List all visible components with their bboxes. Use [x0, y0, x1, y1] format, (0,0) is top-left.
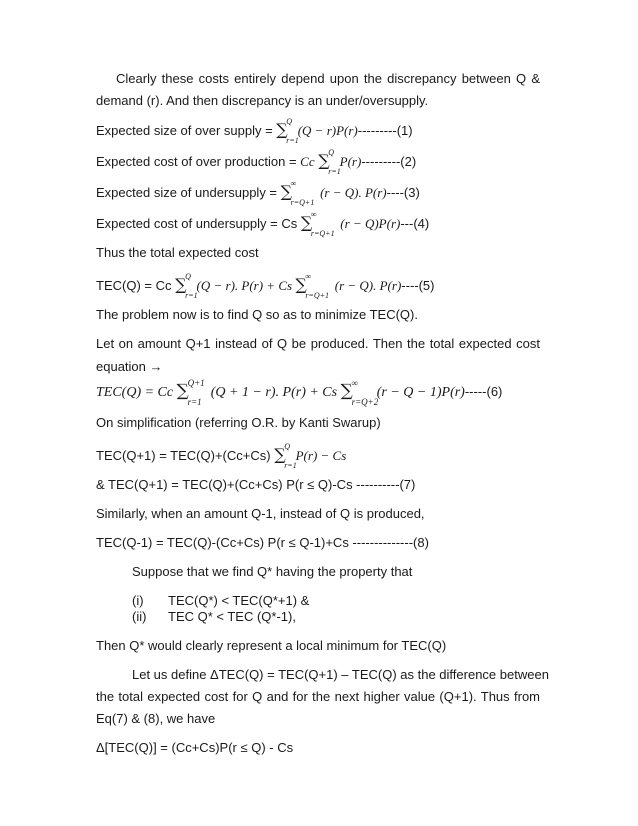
equation-label: TEC(Q) = Cc	[96, 385, 177, 400]
paragraph-line: Let us define ΔTEC(Q) = TEC(Q+1) – TEC(Q) as the difference between	[132, 667, 549, 682]
equation-body: (Q − r). P(r) + Cs	[196, 278, 296, 293]
cost-coefficient: Cc	[300, 154, 315, 169]
paragraph-line: equation →	[96, 359, 163, 374]
equation-tag: ---(4)	[400, 216, 430, 231]
equation-total-expected-cost	[96, 272, 435, 300]
equation-tag: ---------(1)	[357, 123, 413, 138]
summation-symbol: ∑ Q r=1	[175, 272, 198, 300]
equation-label: TEC(Q+1) = TEC(Q)+(Cc+Cs)	[96, 448, 275, 463]
condition-item	[132, 593, 309, 609]
equation-tag: ----(5)	[401, 278, 435, 293]
condition-item	[132, 609, 296, 625]
equation-tec-q-plus-one	[96, 378, 503, 407]
equation-tec-simplified	[96, 442, 347, 470]
condition-number: (i)	[132, 593, 144, 608]
paragraph-line: Let on amount Q+1 instead of Q be produced. Then the total expected cost	[96, 336, 540, 351]
summation-symbol: ∑ ∞ r=Q+1	[280, 179, 315, 207]
paragraph-line: demand (r). And then discrepancy is an under/oversupply.	[96, 93, 429, 108]
equation-label: Expected cost of undersupply = Cs	[96, 216, 301, 231]
equation-body: P(r)	[339, 154, 362, 169]
equation-tag: ---------(2)	[361, 154, 417, 169]
paragraph-line: Thus the total expected cost	[96, 245, 259, 260]
paragraph-line: The problem now is to find Q so as to minimize TEC(Q).	[96, 307, 418, 322]
summation-symbol: ∑ ∞ r=Q+1	[300, 210, 335, 238]
equation-body: (r − Q). P(r)	[320, 185, 387, 200]
equation-over-supply-size	[96, 117, 413, 145]
equation-label: TEC(Q) = Cc	[96, 278, 176, 293]
summation-symbol: ∑ Q r=1	[276, 117, 299, 145]
paragraph-line: On simplification (referring O.R. by Kanti Swarup)	[96, 415, 381, 430]
paragraph-line: Suppose that we find Q* having the property that	[132, 564, 413, 579]
equation-body: P(r) − Cs	[295, 448, 347, 463]
equation-tag: ----(3)	[386, 185, 420, 200]
equation-label: Expected size of undersupply =	[96, 185, 281, 200]
equation-body: (Q + 1 − r). P(r) + Cs	[210, 385, 341, 400]
equation-tag: -----(6)	[464, 384, 503, 399]
condition-number: (ii)	[132, 609, 147, 624]
equation-body: (Q − r)P(r)	[297, 123, 358, 138]
equation-over-production-cost	[96, 148, 417, 176]
summation-symbol: ∑ ∞ r=Q+2	[340, 378, 379, 407]
paragraph-line: Eq(7) & (8), we have	[96, 711, 216, 726]
summation-symbol: ∑ ∞ r=Q+1	[295, 272, 329, 300]
equation-undersupply-size	[96, 179, 420, 207]
summation-symbol: ∑ Q r=1	[274, 442, 297, 470]
summation-symbol: ∑ Q+1 r=1	[176, 378, 205, 407]
equation-undersupply-cost	[96, 210, 430, 238]
equation-body: (r − Q)P(r)	[340, 216, 401, 231]
summation-symbol: ∑ Q r=1	[318, 148, 341, 176]
condition-text: TEC Q* < TEC (Q*-1),	[168, 609, 296, 624]
paragraph-line: Similarly, when an amount Q-1, instead of Q is produced,	[96, 506, 425, 521]
equation-label: Expected cost of over production =	[96, 154, 301, 169]
equation-8: TEC(Q-1) = TEC(Q)-(Cc+Cs) P(r ≤ Q-1)+Cs --------------(8)	[96, 535, 429, 550]
equation-delta-tec: Δ[TEC(Q)] = (Cc+Cs)P(r ≤ Q) - Cs	[96, 740, 294, 755]
paragraph-line: Clearly these costs entirely depend upon the discrepancy between Q &	[116, 71, 540, 86]
equation-7: & TEC(Q+1) = TEC(Q)+(Cc+Cs) P(r ≤ Q)-Cs ----------(7)	[96, 477, 416, 492]
equation-body: (r − Q − 1)P(r)	[376, 385, 465, 400]
equation-label: Expected size of over supply =	[96, 123, 277, 138]
condition-text: TEC(Q*) < TEC(Q*+1) &	[168, 593, 310, 608]
equation-body: (r − Q). P(r)	[334, 278, 402, 293]
paragraph-line: the total expected cost for Q and for the next higher value (Q+1). Thus from	[96, 689, 540, 704]
paragraph-line: Then Q* would clearly represent a local minimum for TEC(Q)	[96, 638, 447, 653]
